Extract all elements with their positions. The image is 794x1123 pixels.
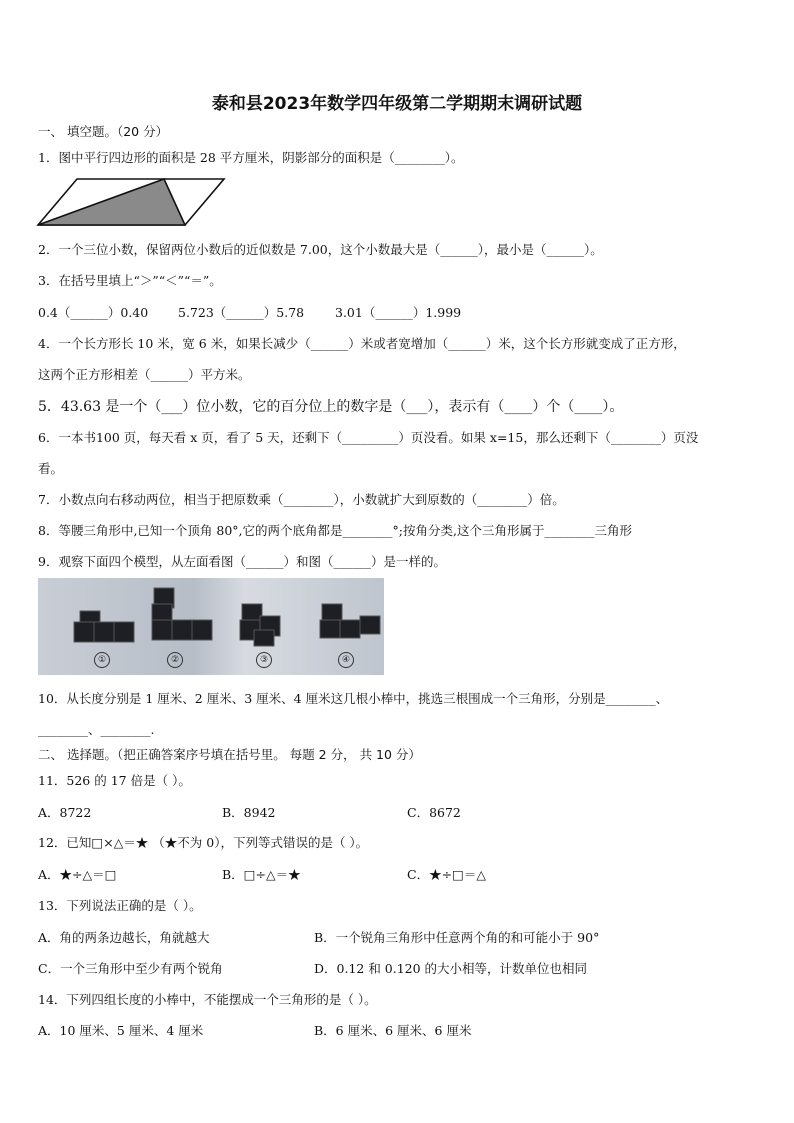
question-9: 9．观察下面四个模型，从左面看图（______）和图（______）是一样的。 <box>38 554 446 569</box>
question-13-option-d: D．0.12 和 0.120 的大小相等，计数单位也相同 <box>314 961 588 976</box>
question-2: 2．一个三位小数，保留两位小数后的近似数是 7.00，这个小数最大是（______），最小是（______）。 <box>38 242 603 257</box>
question-13-option-a: A．角的两条边越长，角就越大 <box>38 930 210 945</box>
question-10-line-2: ________、________. <box>38 722 155 737</box>
question-7: 7．小数点向右移动两位，相当于把原数乘（________），小数就扩大到原数的（________）倍。 <box>38 492 565 507</box>
model-label-3: ③ <box>256 652 272 668</box>
section2-heading: 二、 选择题。（把正确答案序号填在括号里。 每题 2 分， 共 10 分） <box>38 747 421 762</box>
page-title: 泰和县2023年数学四年级第二学期期末调研试题 <box>211 94 583 114</box>
question-12-option-b: B．□÷△＝★ <box>222 867 301 882</box>
question-6-line-2: 看。 <box>38 461 64 476</box>
question-3-item-1: 0.4（______）0.40 <box>38 305 149 320</box>
question-12-option-a: A．★÷△＝□ <box>38 867 117 882</box>
parallelogram-figure <box>36 177 226 227</box>
question-5: 5．43.63 是一个（___）位小数，它的百分位上的数字是（___），表示有（____）个（____）。 <box>38 399 624 415</box>
model-label-1: ① <box>94 652 110 668</box>
question-12-option-c: C．★÷□＝△ <box>407 867 486 882</box>
cube-models-drawing <box>38 578 384 675</box>
cube-models-photo <box>38 578 384 675</box>
question-13-option-b: B．一个锐角三角形中任意两个角的和可能小于 90° <box>314 930 600 945</box>
question-11: 11．526 的 17 倍是（ ）。 <box>38 773 191 788</box>
question-3-item-3: 3.01（______）1.999 <box>335 305 462 320</box>
question-10-line-1: 10．从长度分别是 1 厘米、2 厘米、3 厘米、4 厘米这几根小棒中，挑选三根围成一个三角形，分别是________、 <box>38 691 669 706</box>
question-12: 12．已知□×△＝★ （★不为 0），下列等式错误的是（ ）。 <box>38 835 369 850</box>
section1-heading: 一、 填空题。（20 分） <box>38 124 169 139</box>
question-13-option-c: C．一个三角形中至少有两个锐角 <box>38 961 223 976</box>
question-4-line-2: 这两个正方形相差（______）平方米。 <box>38 367 251 382</box>
question-14-option-b: B．6 厘米、6 厘米、6 厘米 <box>314 1023 472 1038</box>
question-14: 14．下列四组长度的小棒中，不能摆成一个三角形的是（ ）。 <box>38 992 377 1007</box>
question-11-option-c: C．8672 <box>407 805 461 820</box>
question-13: 13．下列说法正确的是（ ）。 <box>38 898 202 913</box>
question-3: 3．在括号里填上“＞”“＜”“＝”。 <box>38 273 222 288</box>
question-3-item-2: 5.723（______）5.78 <box>178 305 305 320</box>
model-label-4: ④ <box>338 652 354 668</box>
question-8: 8．等腰三角形中,已知一个顶角 80°,它的两个底角都是________°;按角分类,这个三角形属于________三角形 <box>38 523 632 538</box>
model-label-2: ② <box>167 652 183 668</box>
question-4-line-1: 4．一个长方形长 10 米，宽 6 米，如果长减少（______）米或者宽增加（______）米，这个长方形就变成了正方形， <box>38 336 686 351</box>
question-6-line-1: 6．一本书100 页，每天看 x 页，看了 5 天，还剩下（_________）页没看。如果 x=15，那么还剩下（________）页没 <box>38 430 699 445</box>
question-11-option-b: B．8942 <box>222 805 276 820</box>
question-11-option-a: A．8722 <box>38 805 92 820</box>
question-14-option-a: A．10 厘米、5 厘米、4 厘米 <box>38 1023 204 1038</box>
question-1: 1．图中平行四边形的面积是 28 平方厘米，阴影部分的面积是（________）。 <box>38 150 464 165</box>
